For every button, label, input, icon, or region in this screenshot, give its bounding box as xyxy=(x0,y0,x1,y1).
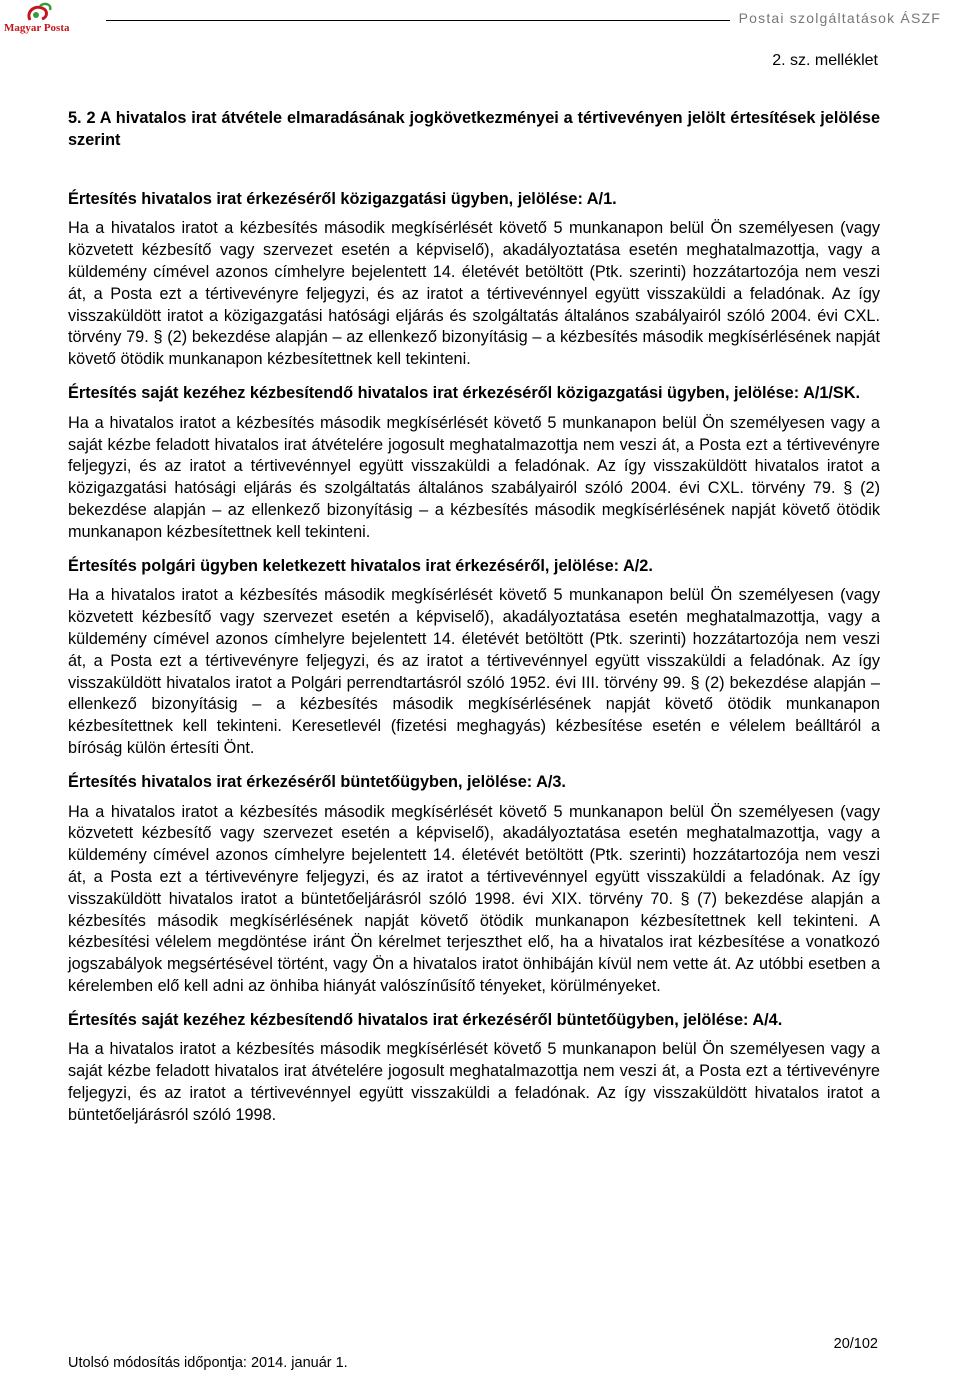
block-title-a1: Értesítés hivatalos irat érkezéséről közigazgatási ügyben, jelölése: A/1. xyxy=(68,189,617,208)
block-text-a4: Ha a hivatalos iratot a kézbesítés második megkísérlését követő 5 munkanapon belül Ön személyesen vagy a saját kézbe feladott hivatalos irat átvételére jogosult meghatalmazottja nem veszi át, a Posta ezt a tértivevényre feljegyzi, és az iratot a tértivevénnyel együtt visszaküldi a feladónak. Az így visszaküldött hivatalos iratot a büntetőeljárásról szóló 1998. xyxy=(68,1040,880,1124)
logo-text: Magyar Posta xyxy=(4,22,70,34)
block-title-a3: Értesítés hivatalos irat érkezéséről büntetőügyben, jelölése: A/3. xyxy=(68,772,566,791)
header-rule xyxy=(106,20,730,21)
block-title-a4: Értesítés saját kezéhez kézbesítendő hivatalos irat érkezéséről büntetőügyben, jelölése: A/4. xyxy=(68,1010,783,1029)
magyar-posta-logo xyxy=(4,2,70,42)
block-text-a1: Ha a hivatalos iratot a kézbesítés második megkísérlését követő 5 munkanapon belül Ön személyesen (vagy közvetett kézbesítő vagy szervezet esetén a képviselő), akadályoztatása esetén meghatalmazottja, vagy a küldemény címével azonos címhelyre bejelentett 14. életévét betöltött (Ptk. szerinti) hozzátartozója nem veszi át, a Posta ezt a tértivevényre feljegyzi, és az iratot a tértivevénnyel együtt visszaküldi a feladónak. Az így visszaküldött iratot a közigazgatási hatósági eljárás és szolgáltatás általános szabályairól szóló 2004. évi CXL. törvény 79. § (2) bekezdése alapján – az ellenkező bizonyításig – a kézbesítés második megkísérlésének napját követő ötödik munkanapon kézbesítettnek kell tekinteni. xyxy=(68,219,880,369)
block-text-a2: Ha a hivatalos iratot a kézbesítés második megkísérlését követő 5 munkanapon belül Ön személyesen (vagy közvetett kézbesítő vagy szervezet esetén a képviselő), akadályoztatása esetén meghatalmazottja, vagy a küldemény címével azonos címhelyre bejelentett 14. életévét betöltött (Ptk. szerinti) hozzátartozója nem veszi át, a Posta ezt a tértivevényre feljegyzi, és az iratot a tértivevénnyel együtt visszaküldi a feladónak. Az így visszaküldött hivatalos iratot a Polgári perrendtartásról szóló 1952. évi III. törvény 99. § (2) bekezdése alapján – ellenkező bizonyításig – a kézbesítés második megkísérlésének napját követő ötödik munkanapon kézbesítettnek kell tekinteni. Keresetlevél (fizetési meghagyás) kézbesítése esetén e vélelem beálltáról a bíróság külön értesíti Önt. xyxy=(68,586,880,757)
block-text-a1-sk: Ha a hivatalos iratot a kézbesítés második megkísérlését követő 5 munkanapon belül Ön személyesen vagy a saját kézbe feladott hivatalos irat átvételére jogosult meghatalmazottja nem veszi át, a Posta ezt a tértivevényre feljegyzi, és az iratot a tértivevénnyel együtt visszaküldi a feladónak. Az így visszaküldött hivatalos iratot a közigazgatási hatósági eljárás és szolgáltatás általános szabályairól szóló 2004. évi CXL. törvény 79. § (2) bekezdése alapján – az ellenkező bizonyításig – a kézbesítés második megkísérlésének napját követő ötödik munkanapon kézbesítettnek kell tekinteni. xyxy=(68,413,880,541)
block-text-a3: Ha a hivatalos iratot a kézbesítés második megkísérlését követő 5 munkanapon belül Ön személyesen (vagy közvetett kézbesítő vagy szervezet esetén a képviselő), akadályoztatása esetén meghatalmazottja, vagy a küldemény címével azonos címhelyre bejelentett 14. életévét betöltött (Ptk. szerinti) hozzátartozója nem veszi át, a Posta ezt a tértivevényre feljegyzi, és az iratot a tértivevénnyel együtt visszaküldi a feladónak. Az így visszaküldött hivatalos iratot a büntetőeljárásról szóló 1998. évi XIX. törvény 70. § (7) bekezdése alapján a kézbesítés második megkísérlésének napját követő ötödik munkanapon kézbesítettnek kell tekinteni. A kézbesítési vélelem megdöntése iránt Ön kérelmet terjeszthet elő, ha a hivatalos irat kézbesítése a vonatkozó jogszabályok megsértésével történt, vagy Ön a hivatalos iratot önhibáján kívül nem vette át. Az utóbbi esetben a kérelemben elő kell adni az önhiba hiányát valószínűsítő tényeket, körülményeket. xyxy=(68,802,880,995)
section-heading: 5. 2 A hivatalos irat átvétele elmaradásának jogkövetkezményei a tértivevényen jelölt értesítések jelölése szerint xyxy=(68,109,880,149)
annex-label: 2. sz. melléklet xyxy=(772,52,878,69)
block-title-a1-sk: Értesítés saját kezéhez kézbesítendő hivatalos irat érkezéséről közigazgatási ügyben, jelölése: A/1/SK. xyxy=(68,383,861,402)
page-number: 20/102 xyxy=(833,1336,878,1352)
header-title: Postai szolgáltatások ÁSZF xyxy=(738,10,941,26)
document-body xyxy=(68,108,880,1139)
block-title-a2: Értesítés polgári ügyben keletkezett hivatalos irat érkezéséről, jelölése: A/2. xyxy=(68,556,653,575)
last-modified: Utolsó módosítás időpontja: 2014. január 1. xyxy=(68,1355,348,1371)
posthorn-icon xyxy=(4,2,70,24)
